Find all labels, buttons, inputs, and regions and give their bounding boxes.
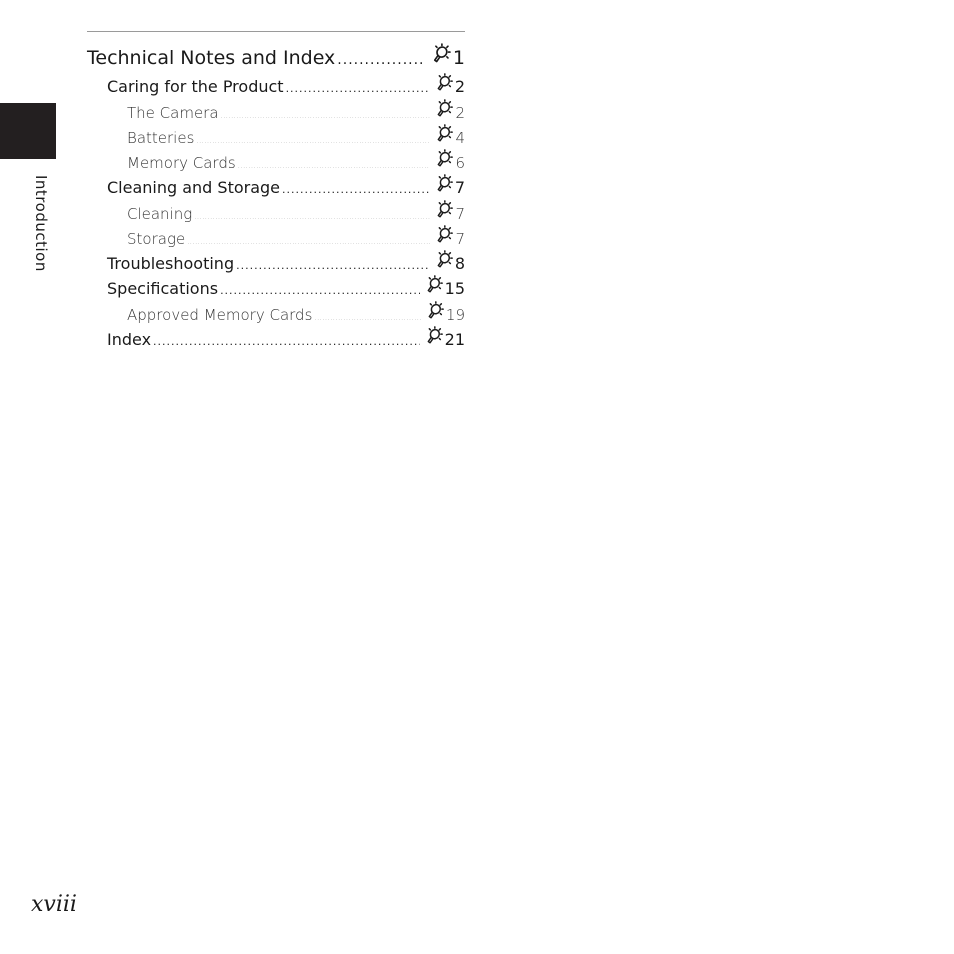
toc-entry[interactable] (87, 42, 465, 69)
toc-page-number: 8 (454, 254, 465, 273)
toc-dot-leader (282, 183, 430, 196)
toc-entry-title: Specifications (107, 279, 219, 298)
toc-entry[interactable] (107, 72, 465, 96)
toc-entry[interactable] (127, 98, 465, 122)
page-number: xviii (31, 892, 77, 917)
toc-page-number: 7 (454, 178, 465, 197)
toc-page-reference (424, 274, 465, 298)
toc-entry[interactable] (107, 249, 465, 273)
toc-entry-title: Cleaning (127, 205, 193, 223)
lightbulb-reference-icon (425, 300, 445, 324)
lightbulb-reference-icon (430, 42, 452, 69)
toc-dot-leader (153, 335, 420, 348)
lightbulb-reference-icon (434, 173, 454, 197)
toc-entry-title: Index (107, 330, 152, 349)
toc-page-reference (434, 98, 465, 122)
toc-entry-title: Technical Notes and Index (87, 47, 336, 69)
lightbulb-reference-icon (434, 199, 454, 223)
toc-page-reference (434, 148, 465, 172)
toc-page-reference (430, 42, 465, 69)
toc-entry-title: Approved Memory Cards (127, 306, 313, 324)
lightbulb-reference-icon (434, 249, 454, 273)
toc-entry-title: Batteries (127, 129, 195, 147)
chapter-side-label: Introduction (32, 175, 50, 272)
lightbulb-reference-icon (434, 148, 454, 172)
toc-entry-title: Troubleshooting (107, 254, 235, 273)
toc-page-number: 4 (455, 129, 465, 147)
lightbulb-reference-icon (434, 72, 454, 96)
chapter-tab-marker (0, 103, 56, 159)
lightbulb-reference-icon (434, 123, 454, 147)
toc-page-reference (425, 300, 465, 324)
toc-dot-leader (194, 213, 430, 221)
toc-dot-leader (221, 112, 431, 120)
top-divider (87, 31, 465, 32)
toc-dot-leader (196, 137, 430, 145)
lightbulb-reference-icon (424, 325, 444, 349)
toc-page-reference (424, 325, 465, 349)
toc-entry-title: Memory Cards (127, 154, 236, 172)
toc-page-number: 21 (444, 330, 465, 349)
toc-dot-leader (238, 162, 431, 170)
toc-entry-title: Storage (127, 230, 186, 248)
toc-page-number: 19 (445, 306, 465, 324)
toc-page-number: 2 (455, 104, 465, 122)
toc-entry[interactable] (107, 173, 465, 197)
toc-page-reference (434, 199, 465, 223)
toc-page-reference (434, 249, 465, 273)
toc-entry[interactable] (127, 199, 465, 223)
toc-page-number: 15 (444, 279, 465, 298)
toc-page-reference (434, 224, 465, 248)
toc-dot-leader (337, 52, 426, 68)
toc-dot-leader (236, 259, 430, 272)
toc-entry[interactable] (107, 274, 465, 298)
toc-entry[interactable] (107, 325, 465, 349)
lightbulb-reference-icon (434, 224, 454, 248)
lightbulb-reference-icon (434, 98, 454, 122)
toc-dot-leader (286, 82, 430, 95)
toc-entry-title: The Camera (127, 104, 219, 122)
toc-entry-title: Cleaning and Storage (107, 178, 281, 197)
toc-page-reference (434, 123, 465, 147)
toc-entry-title: Caring for the Product (107, 77, 284, 96)
toc-dot-leader (220, 284, 420, 297)
toc-page-number: 6 (455, 154, 465, 172)
toc-page-reference (434, 173, 465, 197)
toc-page-reference (434, 72, 465, 96)
toc-page-number: 7 (455, 230, 465, 248)
toc-entry[interactable] (127, 123, 465, 147)
toc-entry[interactable] (127, 148, 465, 172)
toc-page-number: 7 (455, 205, 465, 223)
toc-entry[interactable] (127, 224, 465, 248)
toc-dot-leader (314, 314, 421, 322)
lightbulb-reference-icon (424, 274, 444, 298)
toc-entry[interactable] (127, 300, 465, 324)
toc-page-number: 2 (454, 77, 465, 96)
toc-dot-leader (187, 238, 430, 246)
toc-page-number: 1 (452, 47, 465, 69)
